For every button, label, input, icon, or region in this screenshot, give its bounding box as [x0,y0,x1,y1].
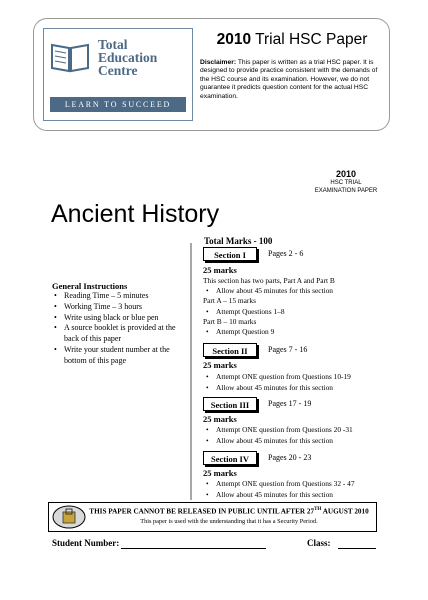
student-number-field[interactable] [121,548,266,549]
section-4-pages: Pages 20 - 23 [268,453,312,462]
logo-text-total: Total [98,37,128,52]
instruction-item: • Working Time – 3 hours [52,302,187,313]
disclaimer-text: This paper is written as a trial HSC paper. It is designed to provide practice consistent with the demands of the HSC course and its examination. However, we do not guarantee it predicts question content for the actual HSC examination. [200,59,378,100]
subject-title: Ancient History [51,200,220,228]
section-4-marks: 25 marks [203,468,237,478]
instruction-item: • A source booklet is provided at the back of this paper [52,323,187,345]
section-3-marks: 25 marks [203,414,237,424]
section-4-bullet: • Allow about 45 minutes for this section [206,490,333,499]
logo-tagline: LEARN TO SUCCEED [50,97,186,112]
section-1-pages: Pages 2 - 6 [268,249,304,258]
release-line1-end: AUGUST 2010 [321,507,369,516]
student-number-label: Student Number: [52,538,120,548]
release-line1 [89,507,369,515]
release-line2: This paper is used with the understanding that it has a Security Period. [140,518,318,525]
section-3-bullet: • Attempt ONE question from Questions 20 -31 [206,425,353,434]
paper-title [202,31,382,49]
header-card [33,18,390,131]
section-4-label: Section IV [203,451,257,465]
release-notice [48,502,377,532]
instruction-item: • Reading Time – 5 minutes [52,291,187,302]
section-3-label: Section III [203,397,257,411]
logo-text-centre: Centre [98,63,138,78]
open-book-icon [50,39,90,75]
release-line1-main: THIS PAPER CANNOT BE RELEASED IN PUBLIC UNTIL AFTER 27 [89,507,315,516]
section-1-intro: This section has two parts, Part A and Part B [203,276,335,285]
section-1-part-a-bullet: • Attempt Questions 1–8 [206,307,285,316]
disclaimer [200,59,383,101]
section-1-marks: 25 marks [203,265,237,275]
section-2-marks: 25 marks [203,360,237,370]
section-2-bullet: • Attempt ONE question from Questions 10-19 [206,372,351,381]
class-label: Class: [307,538,331,548]
instruction-item: • Write using black or blue pen [52,313,187,324]
release-line1-sup: TH [314,507,322,512]
logo [43,28,193,121]
side-label-line2: EXAMINATION PAPER [314,188,378,194]
general-instructions-title: General Instructions [52,281,128,291]
vertical-divider [190,243,192,500]
section-4-bullet: • Attempt ONE question from Questions 32 - 47 [206,479,355,488]
side-year: 2010 [335,169,357,179]
instruction-item: • Write your student number at the bottom of this page [52,345,187,367]
logo-text-education: Education [98,50,158,65]
general-instructions-list [52,291,187,367]
section-2-bullet: • Allow about 45 minutes for this section [206,383,333,392]
section-2-pages: Pages 7 - 16 [268,345,308,354]
total-marks: Total Marks - 100 [204,236,273,246]
class-field[interactable] [338,548,376,549]
section-2-label: Section II [203,343,257,357]
side-label-line1: HSC TRIAL [330,180,362,186]
section-1-part-b: Part B – 10 marks [203,317,257,326]
section-3-bullet: • Allow about 45 minutes for this section [206,436,333,445]
paper-title-text: Trial HSC Paper [255,31,368,48]
section-1-part-b-bullet: • Attempt Question 9 [206,327,274,336]
side-year-label [300,169,392,195]
paper-year: 2010 [216,31,252,48]
security-seal-icon [52,505,86,529]
section-1-part-a: Part A – 15 marks [203,296,256,305]
section-3-pages: Pages 17 - 19 [268,399,312,408]
section-1-label: Section I [203,247,257,261]
disclaimer-label: Disclaimer: [200,59,237,66]
section-1-intro-bullet: • Allow about 45 minutes for this section [206,286,333,295]
